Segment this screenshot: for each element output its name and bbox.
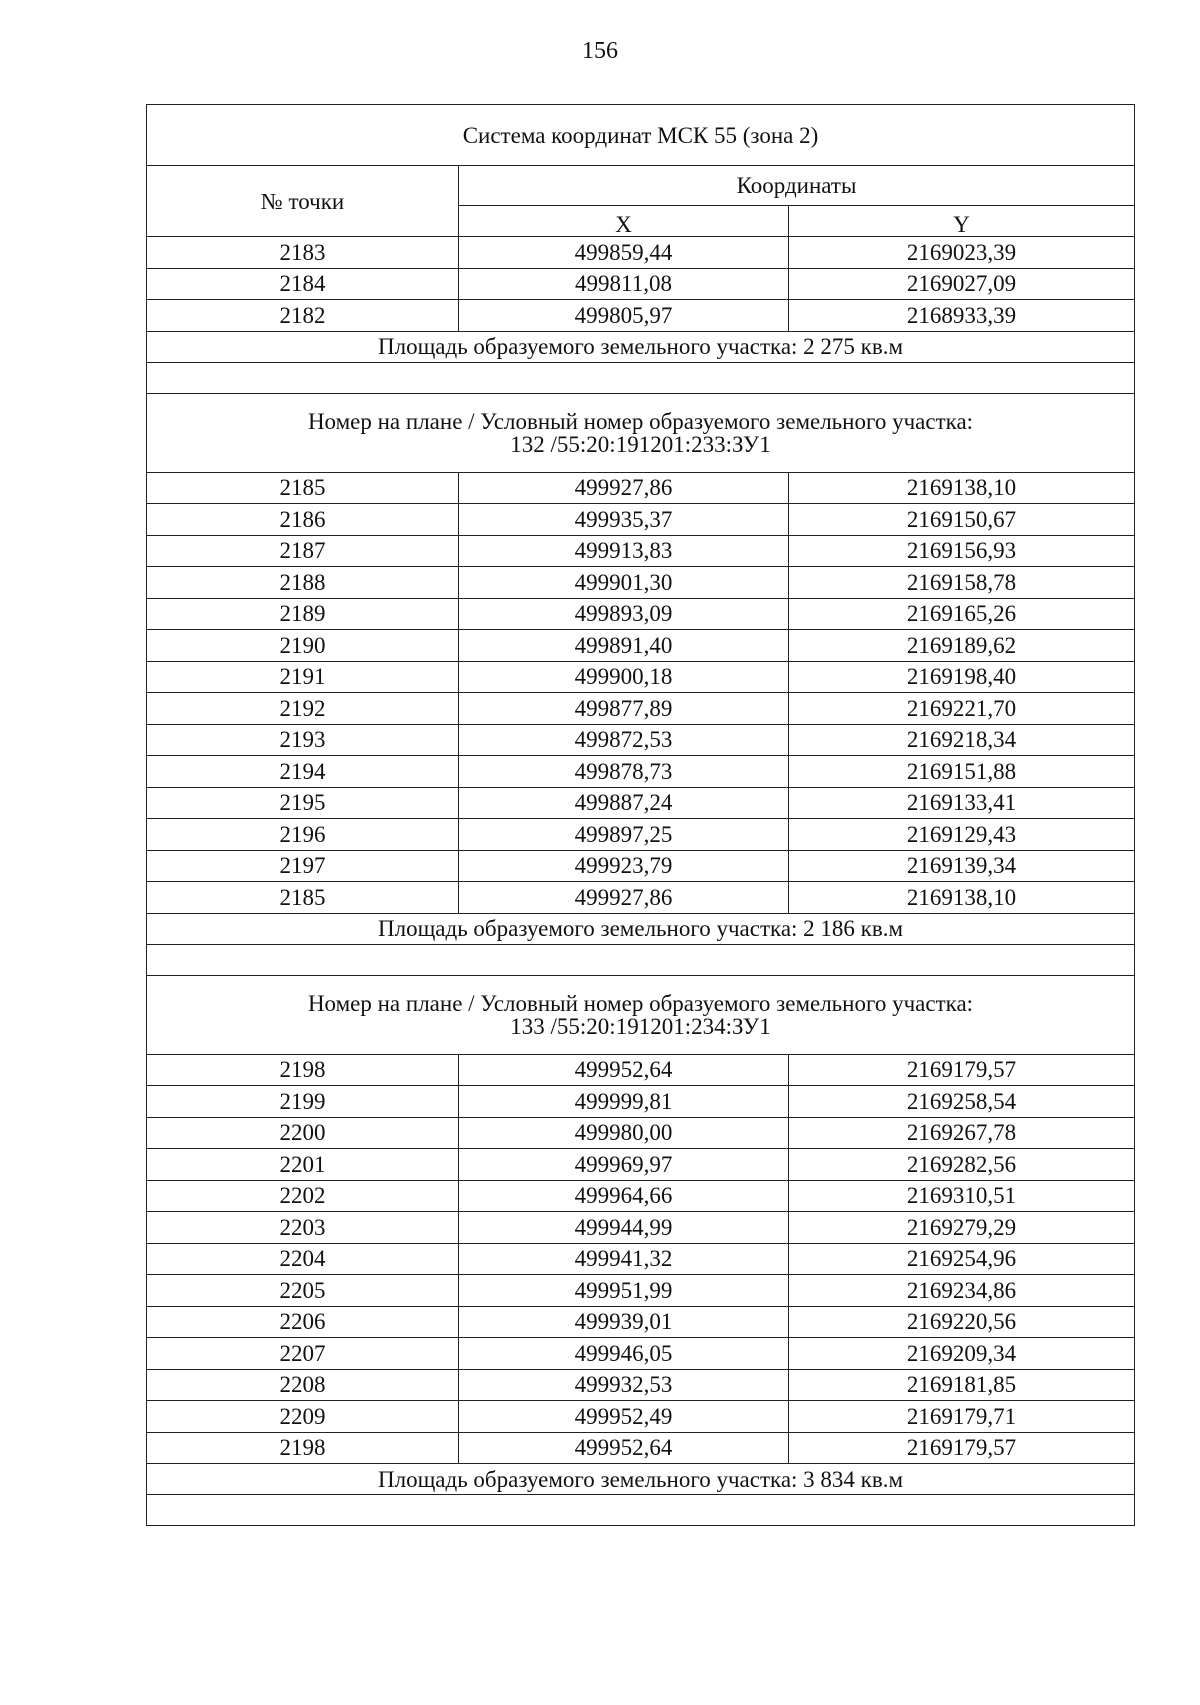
y-coordinate-cell: 2169254,96 xyxy=(789,1243,1135,1275)
table-row xyxy=(147,819,1135,851)
plot-title-line: Номер на плане / Условный номер образуемого земельного участка: xyxy=(307,990,974,1016)
x-coordinate-cell: 499964,66 xyxy=(459,1180,789,1212)
table-row xyxy=(147,661,1135,693)
plot-cadastral-number: 132 /55:20:191201:233:ЗУ1 xyxy=(510,431,771,457)
x-coordinate-cell: 499913,83 xyxy=(459,535,789,567)
y-coordinate-cell: 2169267,78 xyxy=(789,1117,1135,1149)
page-number: 156 xyxy=(582,38,618,64)
x-coordinate-cell: 499927,86 xyxy=(459,472,789,504)
point-number-cell: 2198 xyxy=(147,1054,459,1086)
point-number-header: № точки xyxy=(147,166,459,237)
x-coordinate-cell: 499893,09 xyxy=(459,598,789,630)
x-coordinate-cell: 499859,44 xyxy=(459,237,789,269)
y-coordinate-cell: 2169310,51 xyxy=(789,1180,1135,1212)
spacer-row xyxy=(147,1495,1135,1526)
point-number-cell: 2184 xyxy=(147,268,459,300)
table-row xyxy=(147,1086,1135,1118)
table-row xyxy=(147,1306,1135,1338)
point-number-cell: 2199 xyxy=(147,1086,459,1118)
x-header: X xyxy=(459,205,789,236)
point-number-cell: 2206 xyxy=(147,1306,459,1338)
table-row xyxy=(147,756,1135,788)
point-number-cell: 2197 xyxy=(147,850,459,882)
table-row xyxy=(147,1401,1135,1433)
point-number-cell: 2186 xyxy=(147,504,459,536)
point-number-cell: 2190 xyxy=(147,630,459,662)
point-number-cell: 2195 xyxy=(147,787,459,819)
y-coordinate-cell: 2169179,57 xyxy=(789,1432,1135,1464)
y-coordinate-cell: 2168933,39 xyxy=(789,300,1135,332)
x-coordinate-cell: 499811,08 xyxy=(459,268,789,300)
y-coordinate-cell: 2169220,56 xyxy=(789,1306,1135,1338)
area-row xyxy=(147,1464,1135,1495)
point-number-cell: 2202 xyxy=(147,1180,459,1212)
point-number-cell: 2203 xyxy=(147,1212,459,1244)
x-coordinate-cell: 499935,37 xyxy=(459,504,789,536)
plot-cadastral-number: 133 /55:20:191201:234:ЗУ1 xyxy=(510,1013,771,1039)
point-number-cell: 2193 xyxy=(147,724,459,756)
coordinates-table xyxy=(146,104,1135,1526)
point-number-cell: 2192 xyxy=(147,693,459,725)
y-coordinate-cell: 2169209,34 xyxy=(789,1338,1135,1370)
x-coordinate-cell: 499878,73 xyxy=(459,756,789,788)
table-row xyxy=(147,1369,1135,1401)
point-number-cell: 2185 xyxy=(147,472,459,504)
point-number-cell: 2182 xyxy=(147,300,459,332)
point-number-cell: 2201 xyxy=(147,1149,459,1181)
y-coordinate-cell: 2169138,10 xyxy=(789,882,1135,914)
plot-area: Площадь образуемого земельного участка: 2 186 кв.м xyxy=(147,913,1135,944)
x-coordinate-cell: 499923,79 xyxy=(459,850,789,882)
point-number-cell: 2200 xyxy=(147,1117,459,1149)
table-row xyxy=(147,472,1135,504)
table-row xyxy=(147,504,1135,536)
plot-title xyxy=(147,393,1135,472)
table-row xyxy=(147,567,1135,599)
x-coordinate-cell: 499900,18 xyxy=(459,661,789,693)
x-coordinate-cell: 499999,81 xyxy=(459,1086,789,1118)
y-coordinate-cell: 2169151,88 xyxy=(789,756,1135,788)
table-row xyxy=(147,1212,1135,1244)
x-coordinate-cell: 499932,53 xyxy=(459,1369,789,1401)
point-number-cell: 2185 xyxy=(147,882,459,914)
table-row xyxy=(147,787,1135,819)
point-number-cell: 2209 xyxy=(147,1401,459,1433)
empty-cell xyxy=(147,944,1135,975)
point-number-cell: 2207 xyxy=(147,1338,459,1370)
y-coordinate-cell: 2169138,10 xyxy=(789,472,1135,504)
x-coordinate-cell: 499872,53 xyxy=(459,724,789,756)
table-row xyxy=(147,850,1135,882)
table-row xyxy=(147,1432,1135,1464)
x-coordinate-cell: 499951,99 xyxy=(459,1275,789,1307)
y-coordinate-cell: 2169221,70 xyxy=(789,693,1135,725)
table-row xyxy=(147,630,1135,662)
y-coordinate-cell: 2169027,09 xyxy=(789,268,1135,300)
x-coordinate-cell: 499980,00 xyxy=(459,1117,789,1149)
x-coordinate-cell: 499891,40 xyxy=(459,630,789,662)
y-coordinate-cell: 2169218,34 xyxy=(789,724,1135,756)
area-row xyxy=(147,331,1135,362)
y-coordinate-cell: 2169133,41 xyxy=(789,787,1135,819)
spacer-row xyxy=(147,944,1135,975)
x-coordinate-cell: 499952,64 xyxy=(459,1432,789,1464)
plot-title-row xyxy=(147,975,1135,1054)
y-coordinate-cell: 2169198,40 xyxy=(789,661,1135,693)
system-title: Система координат МСК 55 (зона 2) xyxy=(147,105,1135,166)
x-coordinate-cell: 499805,97 xyxy=(459,300,789,332)
y-coordinate-cell: 2169129,43 xyxy=(789,819,1135,851)
table-row xyxy=(147,1117,1135,1149)
plot-area: Площадь образуемого земельного участка: 2 275 кв.м xyxy=(147,331,1135,362)
y-coordinate-cell: 2169234,86 xyxy=(789,1275,1135,1307)
x-coordinate-cell: 499941,32 xyxy=(459,1243,789,1275)
coordinates-header: Координаты xyxy=(459,166,1135,206)
y-coordinate-cell: 2169181,85 xyxy=(789,1369,1135,1401)
point-number-cell: 2205 xyxy=(147,1275,459,1307)
point-number-cell: 2191 xyxy=(147,661,459,693)
y-coordinate-cell: 2169150,67 xyxy=(789,504,1135,536)
y-coordinate-cell: 2169179,57 xyxy=(789,1054,1135,1086)
plot-area: Площадь образуемого земельного участка: 3 834 кв.м xyxy=(147,1464,1135,1495)
y-coordinate-cell: 2169282,56 xyxy=(789,1149,1135,1181)
x-coordinate-cell: 499901,30 xyxy=(459,567,789,599)
x-coordinate-cell: 499952,64 xyxy=(459,1054,789,1086)
point-number-cell: 2189 xyxy=(147,598,459,630)
y-coordinate-cell: 2169279,29 xyxy=(789,1212,1135,1244)
x-coordinate-cell: 499946,05 xyxy=(459,1338,789,1370)
point-number-cell: 2196 xyxy=(147,819,459,851)
y-coordinate-cell: 2169156,93 xyxy=(789,535,1135,567)
point-number-cell: 2183 xyxy=(147,237,459,269)
system-title-row xyxy=(147,105,1135,166)
table-row xyxy=(147,1180,1135,1212)
point-number-cell: 2204 xyxy=(147,1243,459,1275)
table-row xyxy=(147,1054,1135,1086)
y-coordinate-cell: 2169179,71 xyxy=(789,1401,1135,1433)
y-coordinate-cell: 2169139,34 xyxy=(789,850,1135,882)
point-number-cell: 2194 xyxy=(147,756,459,788)
table-row xyxy=(147,1243,1135,1275)
empty-cell xyxy=(147,362,1135,393)
y-coordinate-cell: 2169258,54 xyxy=(789,1086,1135,1118)
y-coordinate-cell: 2169158,78 xyxy=(789,567,1135,599)
table-row xyxy=(147,724,1135,756)
table-row xyxy=(147,237,1135,269)
x-coordinate-cell: 499944,99 xyxy=(459,1212,789,1244)
x-coordinate-cell: 499939,01 xyxy=(459,1306,789,1338)
x-coordinate-cell: 499927,86 xyxy=(459,882,789,914)
spacer-row xyxy=(147,362,1135,393)
point-number-cell: 2187 xyxy=(147,535,459,567)
table-row xyxy=(147,598,1135,630)
table-row xyxy=(147,535,1135,567)
x-coordinate-cell: 499952,49 xyxy=(459,1401,789,1433)
table-row xyxy=(147,1338,1135,1370)
y-coordinate-cell: 2169165,26 xyxy=(789,598,1135,630)
y-coordinate-cell: 2169023,39 xyxy=(789,237,1135,269)
plot-title xyxy=(147,975,1135,1054)
point-number-cell: 2208 xyxy=(147,1369,459,1401)
empty-cell xyxy=(147,1495,1135,1526)
plot-title-line: Номер на плане / Условный номер образуемого земельного участка: xyxy=(307,408,974,434)
table-row xyxy=(147,1275,1135,1307)
table-row xyxy=(147,693,1135,725)
point-number-cell: 2188 xyxy=(147,567,459,599)
x-coordinate-cell: 499877,89 xyxy=(459,693,789,725)
table-row xyxy=(147,1149,1135,1181)
table-row xyxy=(147,268,1135,300)
header-row xyxy=(147,166,1135,206)
plot-title-row xyxy=(147,393,1135,472)
area-row xyxy=(147,913,1135,944)
table-row xyxy=(147,300,1135,332)
y-header: Y xyxy=(789,205,1135,236)
x-coordinate-cell: 499887,24 xyxy=(459,787,789,819)
y-coordinate-cell: 2169189,62 xyxy=(789,630,1135,662)
point-number-cell: 2198 xyxy=(147,1432,459,1464)
x-coordinate-cell: 499897,25 xyxy=(459,819,789,851)
table-row xyxy=(147,882,1135,914)
x-coordinate-cell: 499969,97 xyxy=(459,1149,789,1181)
